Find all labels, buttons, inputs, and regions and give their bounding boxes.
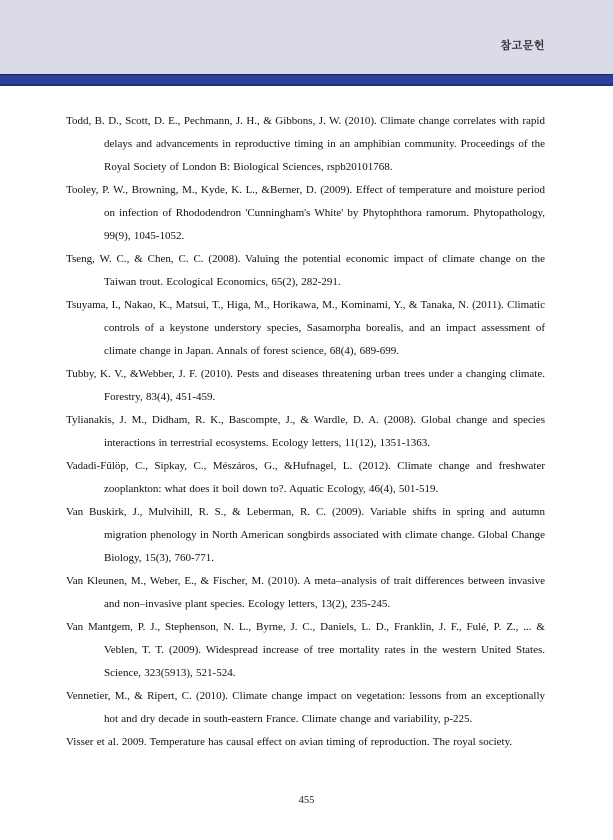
- references-list: [66, 110, 545, 754]
- reference-item: Van Mantgem, P. J., Stephenson, N. L., Byrne, J. C., Daniels, L. D., Franklin, J. F., Fulé, P. Z., ... & Veblen, T. T. (2009). Widespread increase of tree mortality rates in the western United States. Science, 323(5913), 521-524.: [66, 621, 545, 679]
- reference-item: Tooley, P. W., Browning, M., Kyde, K. L., &Berner, D. (2009). Effect of temperature and moisture period on infection of Rhododendron 'Cunningham's White' by Phytophthora ramorum. Phytopathology, 99(9), 1045-1052.: [66, 184, 545, 242]
- reference-item: Vadadi-Fülöp, C., Sipkay, C., Mészáros, G., &Hufnagel, L. (2012). Climate change and freshwater zooplankton: what does it boil down to?. Aquatic Ecology, 46(4), 501-519.: [66, 460, 545, 495]
- page-number: 455: [298, 795, 315, 806]
- reference-item: Tsuyama, I., Nakao, K., Matsui, T., Higa, M., Horikawa, M., Kominami, Y., & Tanaka, N. (2011). Climatic controls of a keystone understory species, Sasamorpha borealis, and an impact assessment of climate change in Japan. Annals of forest science, 68(4), 689-699.: [66, 299, 545, 357]
- reference-item: Tseng, W. C., & Chen, C. C. (2008). Valuing the potential economic impact of climate change on the Taiwan trout. Ecological Economics, 65(2), 282-291.: [66, 253, 545, 288]
- reference-item: Vennetier, M., & Ripert, C. (2010). Climate change impact on vegetation: lessons from an exceptionally hot and dry decade in south-eastern France. Climate change and variability, p-225.: [66, 690, 545, 725]
- reference-item: Van Kleunen, M., Weber, E., & Fischer, M. (2010). A meta–analysis of trait differences between invasive and non–invasive plant species. Ecology letters, 13(2), 235-245.: [66, 575, 545, 610]
- divider-bar: [0, 74, 613, 86]
- header-band: [0, 0, 613, 74]
- reference-item: Tubby, K. V., &Webber, J. F. (2010). Pests and diseases threatening urban trees under a changing climate. Forestry, 83(4), 451-459.: [66, 368, 545, 403]
- reference-item: Todd, B. D., Scott, D. E., Pechmann, J. H., & Gibbons, J. W. (2010). Climate change correlates with rapid delays and advancements in reproductive timing in an amphibian community. Proceedings of the Royal Society of London B: Biological Sciences, rspb20101768.: [66, 115, 545, 173]
- reference-item: Van Buskirk, J., Mulvihill, R. S., & Leberman, R. C. (2009). Variable shifts in spring and autumn migration phenology in North American songbirds associated with climate change. Global Change Biology, 15(3), 760-771.: [66, 506, 545, 564]
- reference-item: Visser et al. 2009. Temperature has causal effect on avian timing of reproduction. The royal society.: [66, 736, 513, 748]
- header-title: 참고문헌: [500, 39, 545, 52]
- reference-item: Tylianakis, J. M., Didham, R. K., Bascompte, J., & Wardle, D. A. (2008). Global change and species interactions in terrestrial ecosystems. Ecology letters, 11(12), 1351-1363.: [66, 414, 545, 449]
